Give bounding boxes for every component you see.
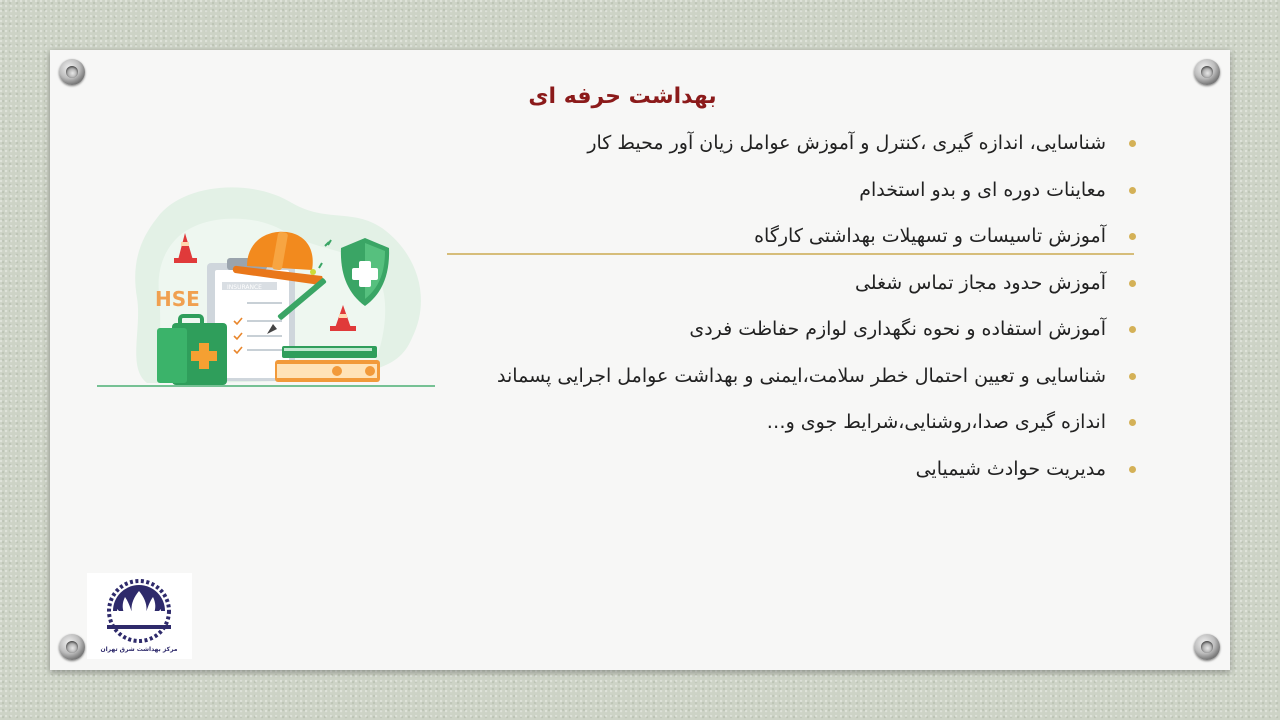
bullet-item bbox=[450, 446, 1140, 493]
organization-logo bbox=[87, 573, 192, 659]
books-icon bbox=[275, 346, 380, 382]
bullet-item bbox=[450, 353, 1140, 400]
bullet-dot-icon bbox=[1129, 140, 1136, 147]
svg-text:INSURANCE: INSURANCE bbox=[227, 284, 262, 291]
bullet-text: شناسایی و تعیین احتمال خطر سلامت،ایمنی و بهداشت عوامل اجرایی پسماند bbox=[497, 364, 1106, 387]
bullet-text: اندازه گیری صدا،روشنایی،شرایط جوی و… bbox=[766, 411, 1106, 433]
hse-label: HSE bbox=[155, 287, 200, 311]
bullet-dot-icon bbox=[1129, 373, 1136, 380]
bullet-text: شناسایی، اندازه گیری ،کنترل و آموزش عوامل زیان آور محیط کار bbox=[587, 132, 1106, 154]
bullet-dot-icon bbox=[1129, 187, 1136, 194]
divider-line bbox=[447, 253, 1134, 255]
bullet-item bbox=[450, 260, 1140, 307]
bullet-dot-icon bbox=[1129, 419, 1136, 426]
bullet-text: مدیریت حوادث شیمیایی bbox=[915, 457, 1106, 480]
slide-title: بهداشت حرفه ای bbox=[528, 84, 717, 109]
bullet-dot-icon bbox=[1129, 326, 1136, 333]
bullet-item bbox=[450, 120, 1140, 167]
bottom-left-bolt-icon bbox=[59, 634, 85, 660]
bullet-dot-icon bbox=[1129, 280, 1136, 287]
bullet-list bbox=[450, 120, 1140, 492]
hse-illustration bbox=[87, 178, 445, 392]
top-left-bolt-icon bbox=[59, 59, 85, 85]
bullet-text: آموزش استفاده و نحوه نگهداری لوازم حفاظت فردی bbox=[689, 318, 1106, 340]
bullet-text: معاینات دوره ای و بدو استخدام bbox=[859, 178, 1106, 201]
lotus-logo-icon bbox=[87, 573, 192, 659]
top-right-bolt-icon bbox=[1194, 59, 1220, 85]
bullet-item bbox=[450, 306, 1140, 353]
bottom-right-bolt-icon bbox=[1194, 634, 1220, 660]
bullet-text: آموزش تاسیسات و تسهیلات بهداشتی کارگاه bbox=[754, 225, 1106, 247]
bullet-dot-icon bbox=[1129, 466, 1136, 473]
bullet-text: آموزش حدود مجاز تماس شغلی bbox=[854, 271, 1106, 294]
bullet-item bbox=[450, 399, 1140, 446]
logo-caption: مرکز بهداشت شرق تهران bbox=[100, 646, 178, 653]
bullet-item bbox=[450, 167, 1140, 214]
bullet-dot-icon bbox=[1129, 233, 1136, 240]
